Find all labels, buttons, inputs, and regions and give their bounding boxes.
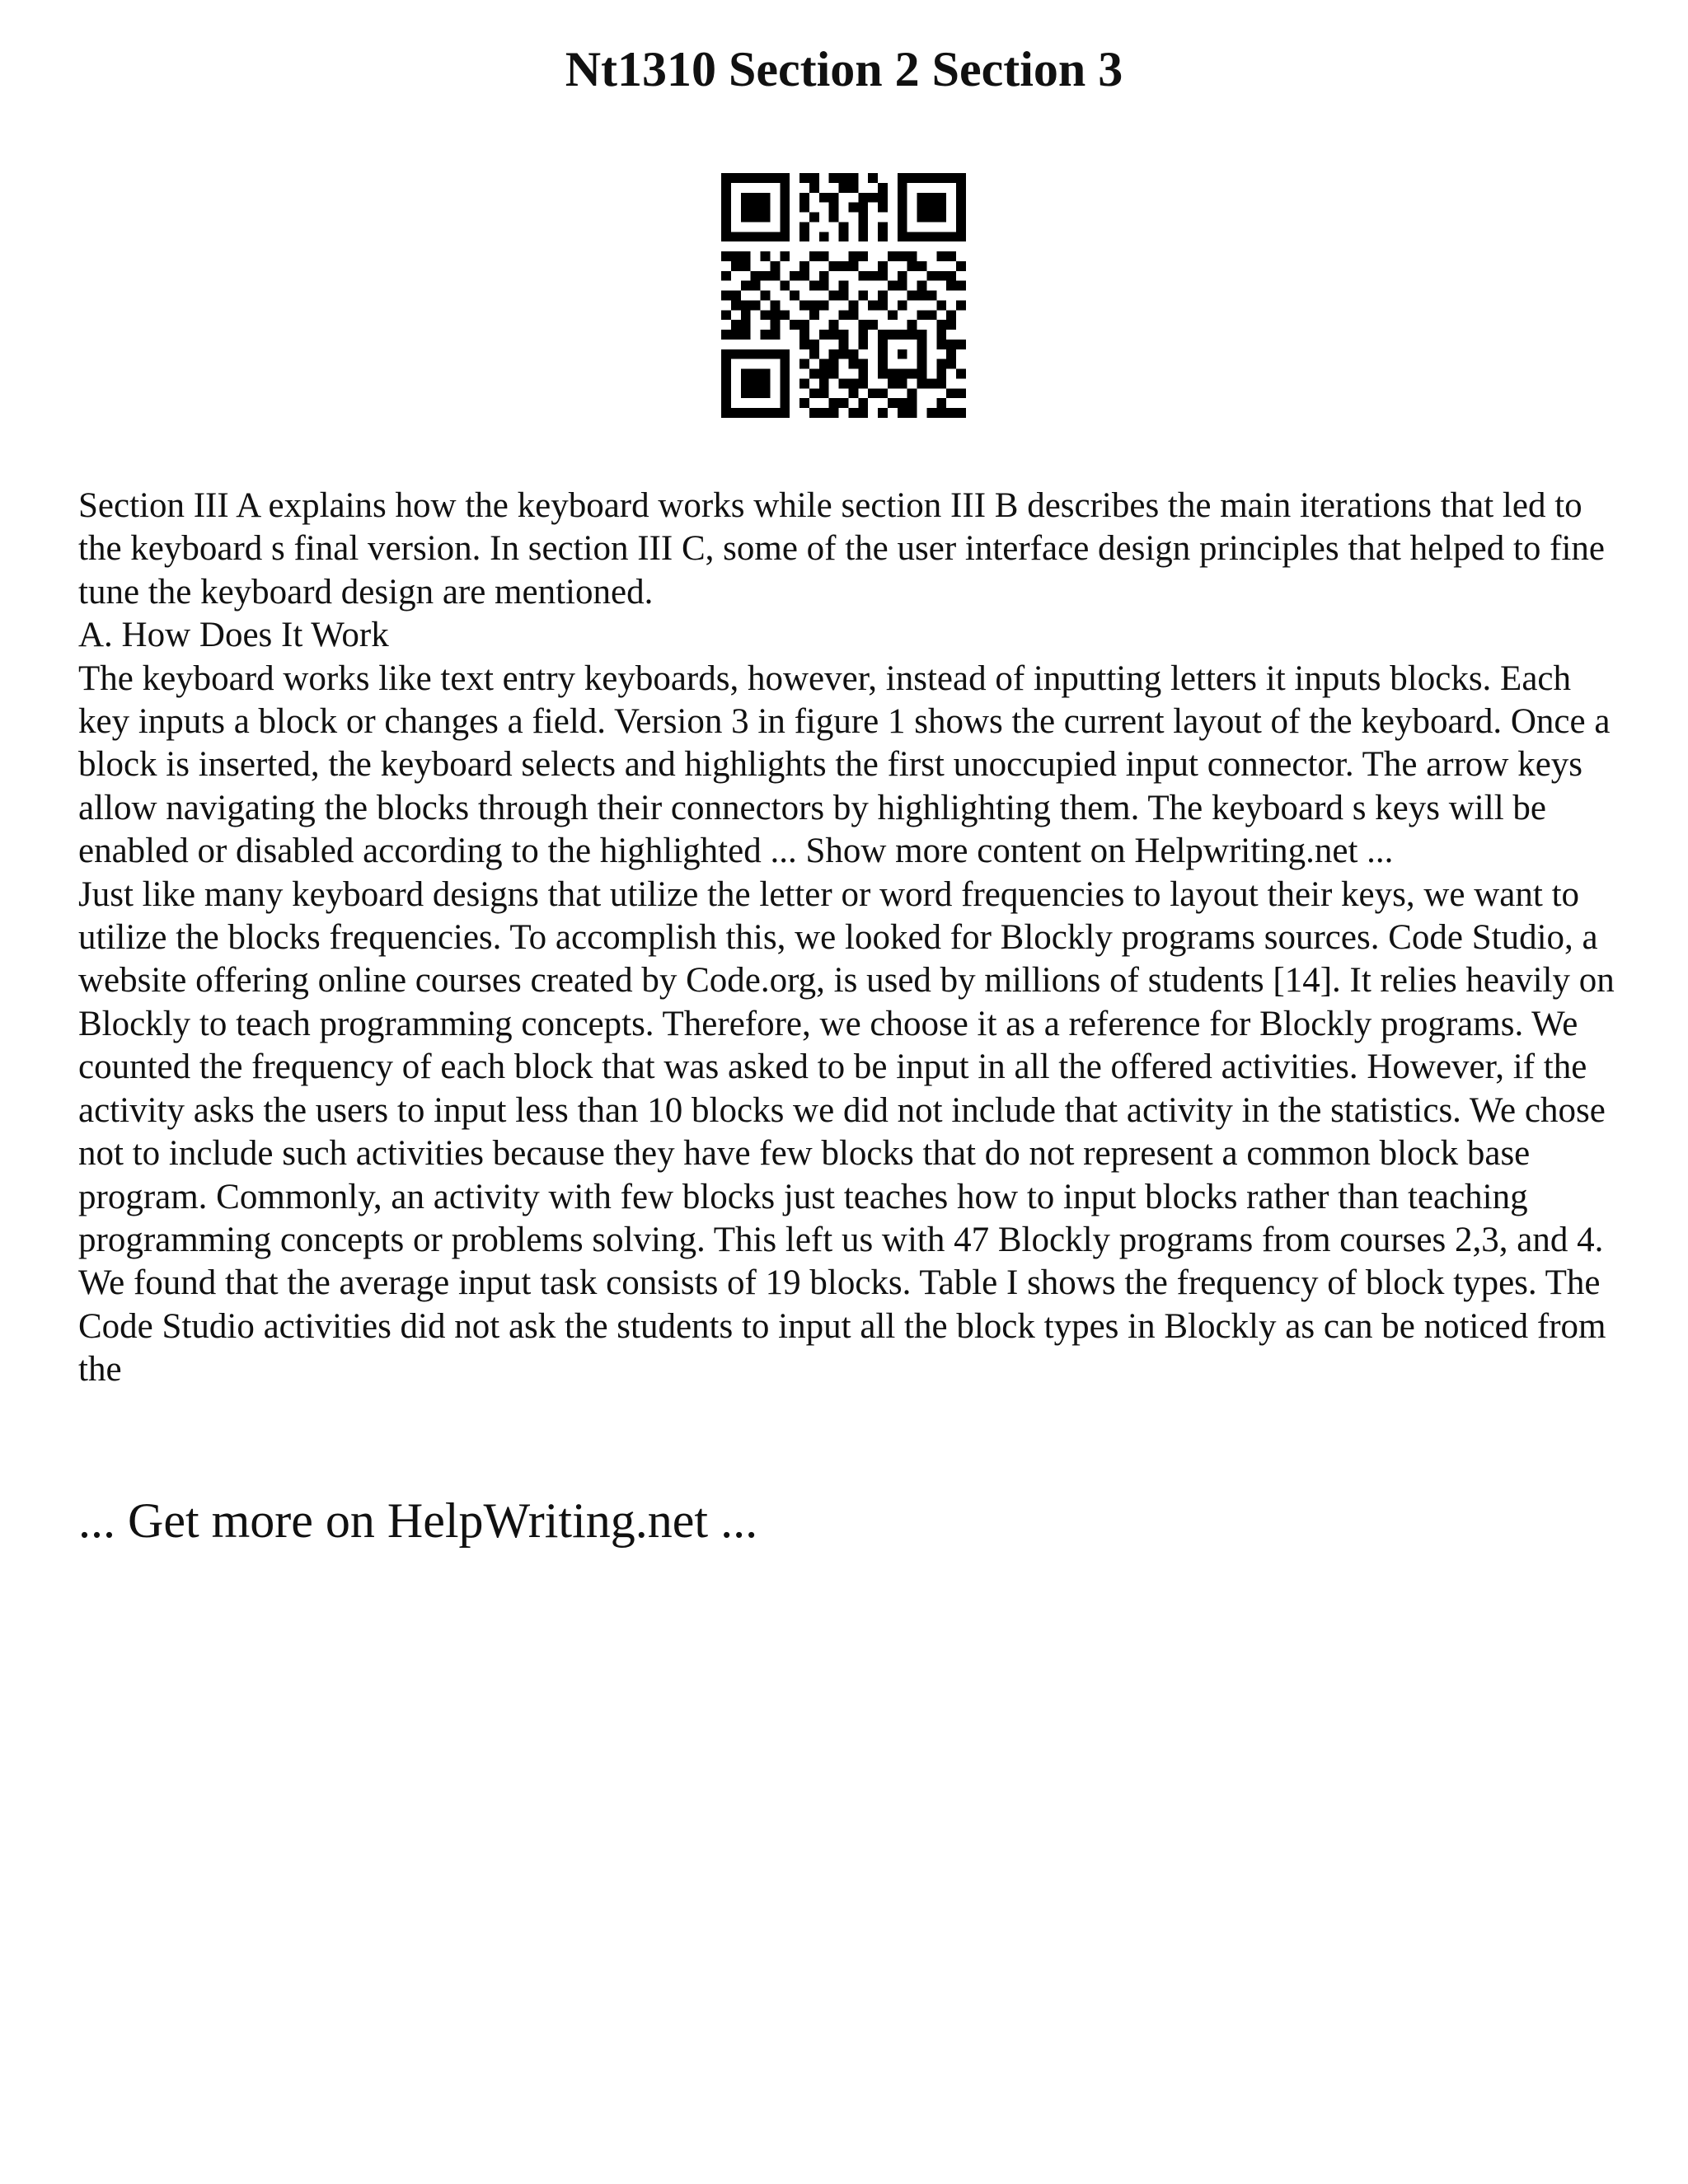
get-more-link[interactable]: ... Get more on HelpWriting.net ...	[78, 1493, 758, 1548]
qr-code-icon	[721, 173, 966, 418]
paragraph-how-it-works: The keyboard works like text entry keyboards, however, instead of inputting letters it inputs blocks. Each key inputs a block or changes a field. Version 3 in figure 1 shows the current layout of the keyboard. Once a block is inserted, the keyboard selects and highlights the first unoccupied input connector. The arrow keys allow navigating the blocks through their connectors by highlighting them. The keyboard s keys will be enabled or disabled according to the highlighted ... Show more content on Helpwriting.net ...	[78, 658, 1611, 871]
paragraph-intro: Section III A explains how the keyboard works while section III B describes the main iterations that led to the keyboard s final version. In section III C, some of the user interface design principles that helped to fine tune the keyboard design are mentioned.	[78, 486, 1606, 612]
section-heading: A. How Does It Work	[78, 616, 389, 655]
article-body	[78, 485, 1628, 1392]
paragraph-block-frequencies: Just like many keyboard designs that utilize the letter or word frequencies to layout their keys, we want to utilize the blocks frequencies. To accomplish this, we looked for Blockly programs sources. Code Studio, a website offering online courses created by Code.org, is used by millions of students [14]. It relies heavily on Blockly to teach programming concepts. Therefore, we choose it as a reference for Blockly programs. We counted the frequency of each block that was asked to be input in all the offered activities. However, if the activity asks the users to input less than 10 blocks we did not include that activity in the statistics. We chose not to include such activities because they have few blocks that do not represent a common block base program. Commonly, an activity with few blocks just teaches how to input blocks rather than teaching programming concepts or problems solving. This left us with 47 Blockly programs from courses 2,3, and 4. We found that the average input task consists of 19 blocks. Table I shows the frequency of block types. The Code Studio activities did not ask the students to input all the block types in Blockly as can be noticed from the	[78, 874, 1615, 1390]
page-title: Nt1310 Section 2 Section 3	[565, 42, 1123, 96]
